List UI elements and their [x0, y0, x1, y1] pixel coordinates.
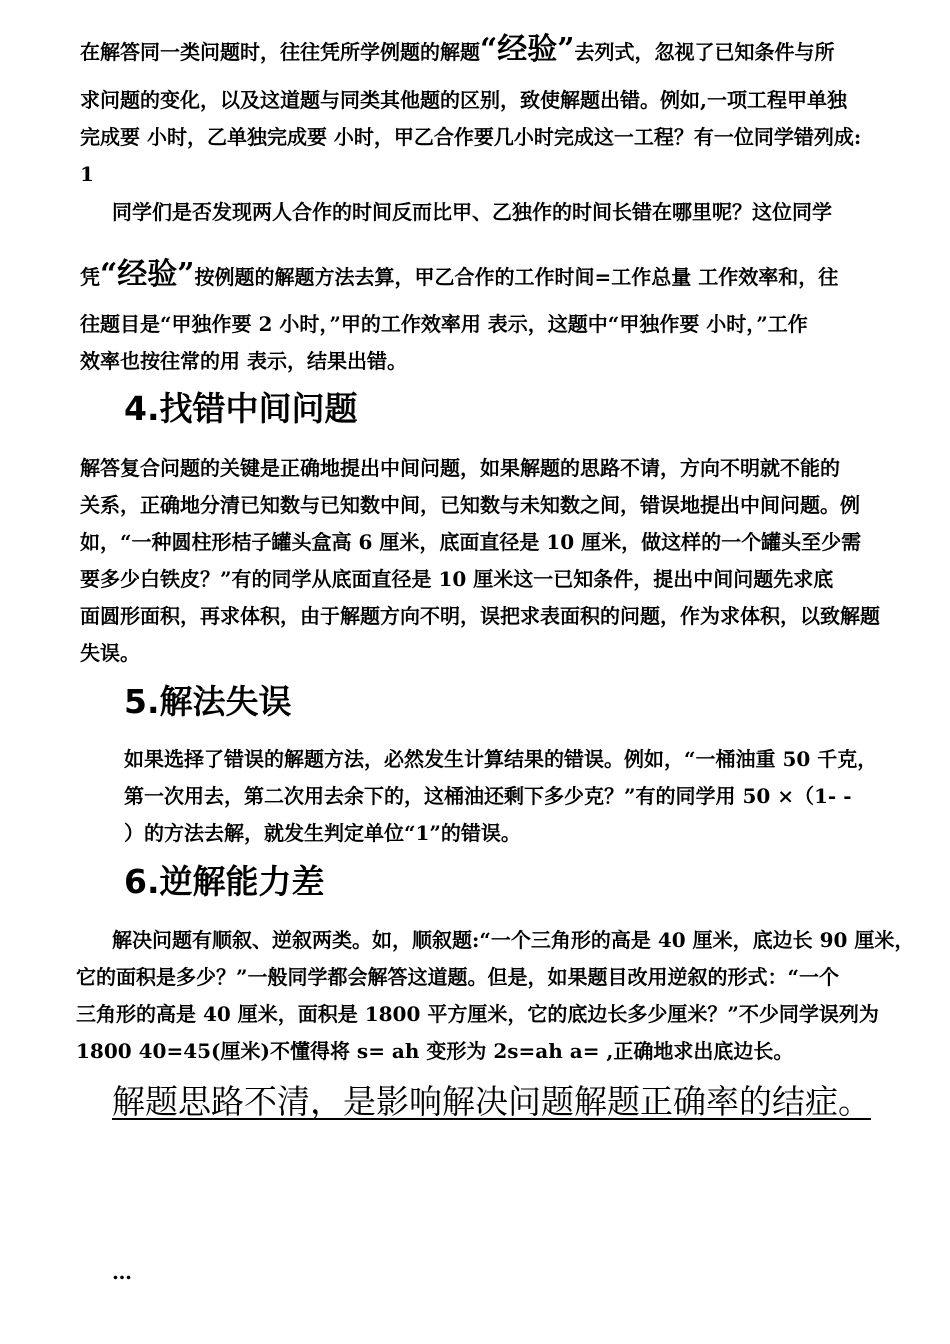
- section-heading-5: 5.解法失误: [124, 682, 292, 721]
- text-line: 三角形的高是 40 厘米，面积是 1800 平方厘米，它的底边长多少厘米？”不少同学误列为: [76, 1002, 879, 1026]
- text-line: 如，“一种圆柱形桔子罐头盒高 6 厘米，底面直径是 10 厘米，做这样的一个罐头至少需: [80, 530, 862, 554]
- text-line: 第一次用去，第二次用去余下的，这桶油还剩下多少克？”有的同学用 50 ×（1- -: [124, 784, 852, 808]
- conclusion-statement: 解题思路不清，是影响解决问题解题正确率的结症。: [112, 1082, 871, 1121]
- quote-experience: “经验”: [100, 257, 195, 292]
- text-line: 1: [80, 162, 94, 186]
- text-line: 关系，正确地分清已知数与已知数中间，已知数与未知数之间，错误地提出中间问题。例: [80, 493, 860, 517]
- text-line: 效率也按往常的用 表示，结果出错。: [80, 349, 407, 373]
- text-line: ）的方法去解，就发生判定单位“1”的错误。: [124, 821, 521, 845]
- section-heading-6: 6.逆解能力差: [124, 862, 325, 901]
- text-line: 面圆形面积，再求体积，由于解题方向不明，误把求表面积的问题，作为求体积，以致解题: [80, 604, 880, 628]
- text-line: 要多少白铁皮？”有的同学从底面直径是 10 厘米这一已知条件，提出中间问题先求底: [80, 567, 834, 591]
- text-line: 同学们是否发现两人合作的时间反而比甲、乙独作的时间长错在哪里呢？这位同学: [112, 200, 832, 224]
- text-span: 在解答同一类问题时，往往凭所学例题的解题: [80, 40, 480, 64]
- text-line: 解答复合问题的关键是正确地提出中间问题，如果解题的思路不请，方向不明就不能的: [80, 456, 840, 480]
- text-span: 按例题的解题方法去算，甲乙合作的工作时间=工作总量 工作效率和，往: [194, 265, 839, 289]
- text-span: 凭: [80, 265, 100, 289]
- text-line: 求问题的变化，以及这道题与同类其他题的区别，致使解题出错。例如,一项工程甲单独: [80, 88, 847, 112]
- section-heading-4: 4.找错中间问题: [124, 389, 358, 428]
- ellipsis-mark: …: [112, 1260, 132, 1284]
- text-span: 去列式，忽视了已知条件与所: [574, 40, 835, 64]
- quote-experience: “经验”: [480, 32, 575, 67]
- text-line: 1800 40=45(厘米)不懂得将 s= ah 变形为 2s=ah a= ,正确地求出底边长。: [76, 1039, 794, 1063]
- text-line: [80, 257, 839, 292]
- text-line: [80, 32, 835, 67]
- text-line: 解决问题有顺叙、逆叙两类。如，顺叙题:“一个三角形的高是 40 厘米，底边长 90 厘米，: [112, 928, 915, 952]
- text-line: 往题目是“甲独作要 2 小时，”甲的工作效率用 表示，这题中“甲独作要 小时，”工作: [80, 312, 808, 336]
- text-line: 如果选择了错误的解题方法，必然发生计算结果的错误。例如，“一桶油重 50 千克，: [124, 747, 878, 771]
- text-line: 失误。: [80, 641, 140, 665]
- text-line: 完成要 小时，乙单独完成要 小时，甲乙合作要几小时完成这一工程？有一位同学错列成:: [80, 125, 862, 149]
- text-line: 它的面积是多少？”一般同学都会解答这道题。但是，如果题目改用逆叙的形式：“一个: [76, 965, 840, 989]
